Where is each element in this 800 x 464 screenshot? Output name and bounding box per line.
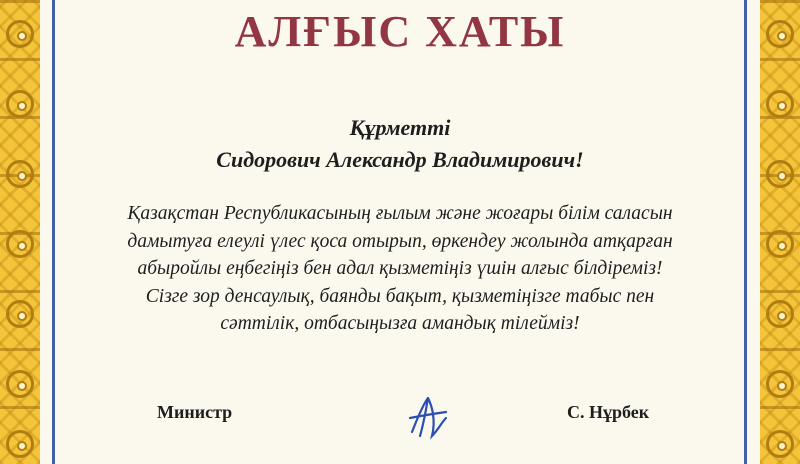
body-line: Қазақстан Республикасының ғылым және жоғары білім саласын (127, 203, 673, 224)
handwritten-signature-icon (402, 392, 452, 442)
ornament-icon (766, 430, 794, 458)
salutation (0, 112, 800, 176)
ornament-icon (6, 230, 34, 258)
ornament-icon (766, 370, 794, 398)
signer-name: С. Нұрбек (567, 402, 650, 422)
frame-line-left (52, 0, 55, 464)
ornament-icon (766, 300, 794, 328)
frame-line-right (744, 0, 747, 464)
ornamental-border-left (0, 0, 40, 464)
ornament-icon (6, 430, 34, 458)
body-line: Сізге зор денсаулық, баянды бақыт, қызметіңізге табыс пен (145, 285, 655, 307)
ornament-icon (6, 300, 34, 328)
body-line: дамытуға елеулі үлес қоса отырып, өркендеу жолында атқарған (127, 230, 673, 252)
document-title: АЛҒЫС ХАТЫ (234, 7, 566, 56)
recipient-name: Сидорович Александр Владимирович! (216, 147, 584, 172)
body-line: сәттілік, отбасыңызға амандық тілейміз! (220, 313, 580, 334)
ornament-icon (6, 370, 34, 398)
letter-body (60, 200, 740, 338)
body-line: абыройлы еңбегіңіз бен адал қызметіңіз үшін алғыс білдіреміз! (137, 258, 663, 279)
ornament-icon (766, 230, 794, 258)
signer-position: Министр (157, 402, 233, 422)
ornamental-border-right (760, 0, 800, 464)
salutation-honorific: Құрметті (349, 115, 451, 140)
